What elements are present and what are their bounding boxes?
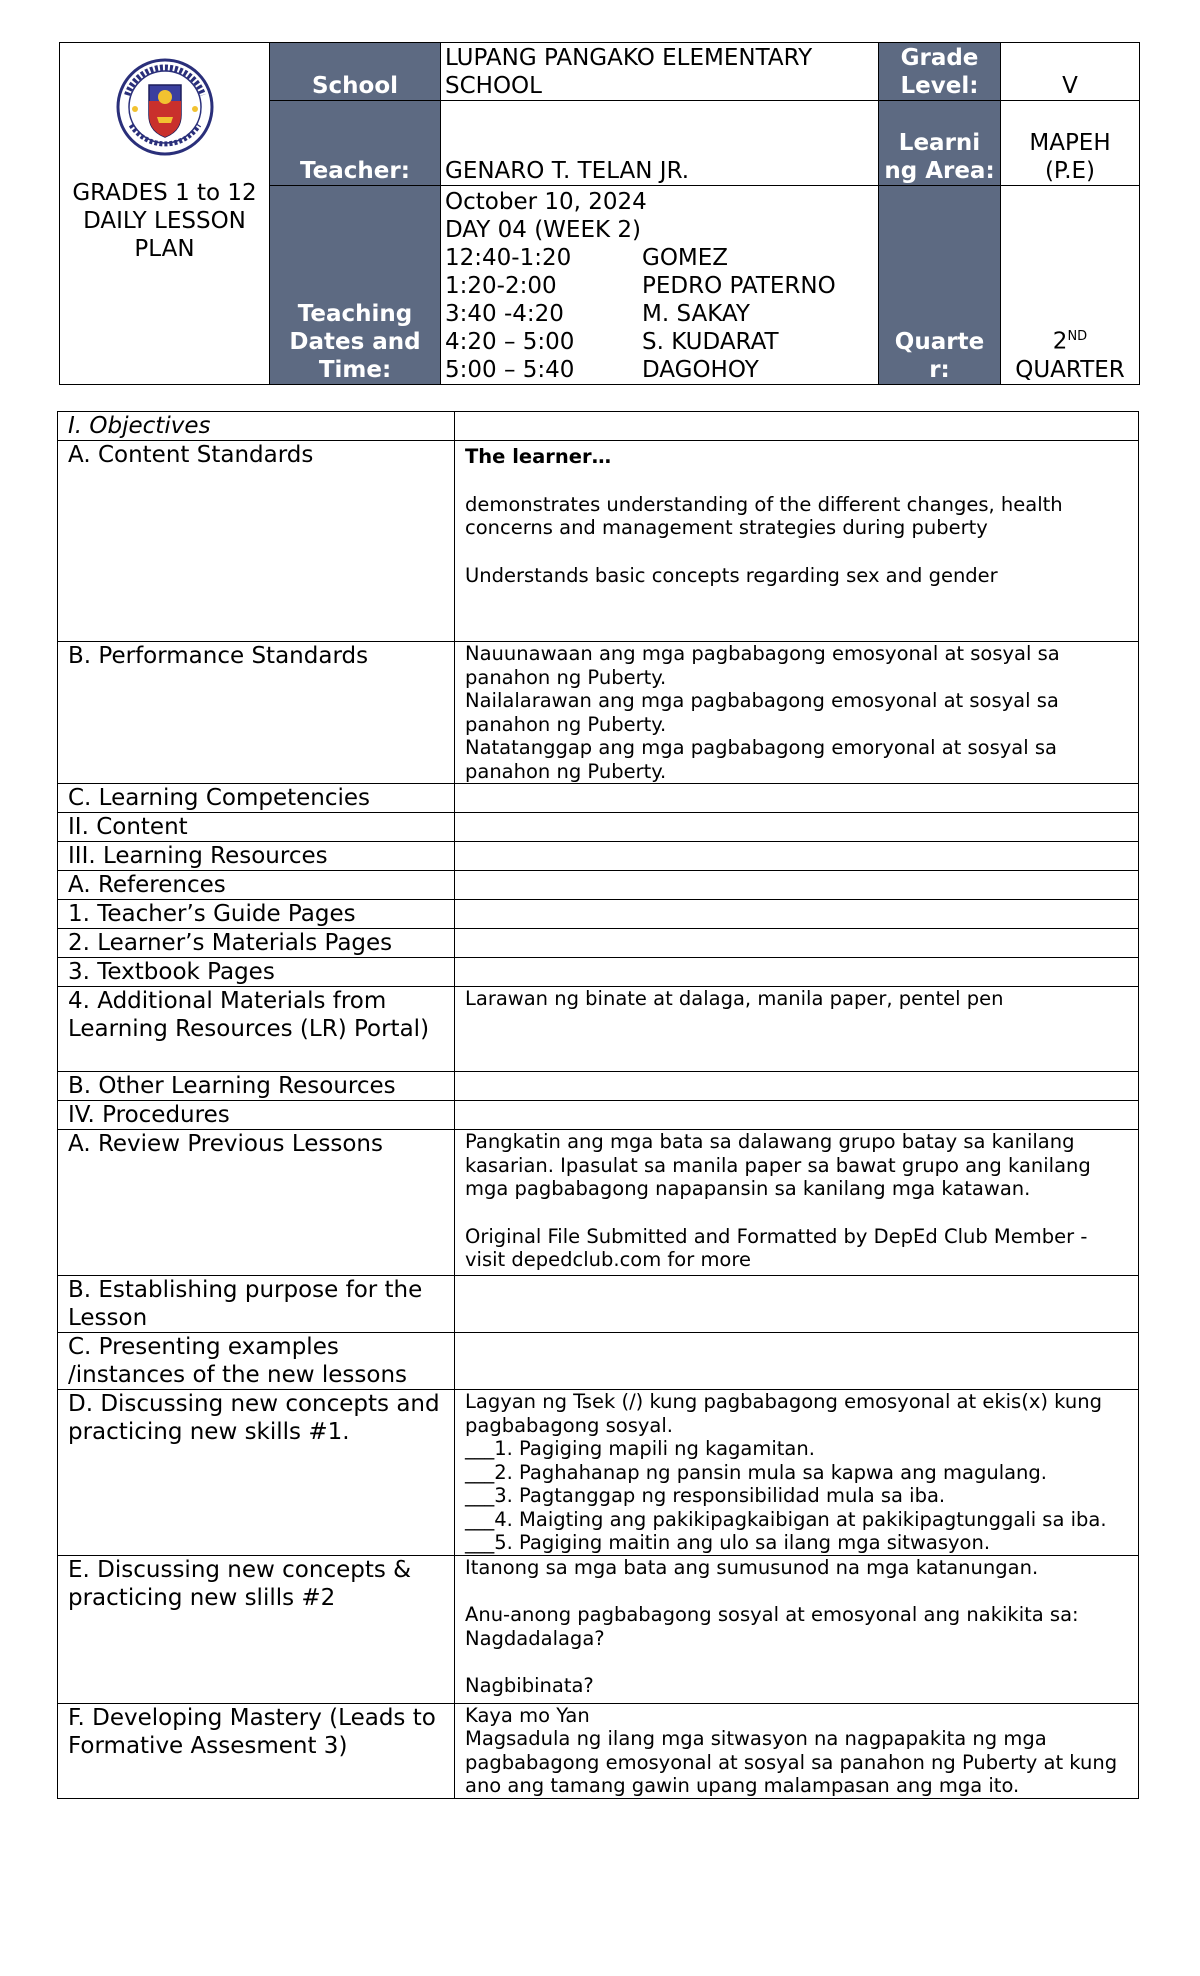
row-label: B. Other Learning Resources xyxy=(58,1072,455,1101)
row-content xyxy=(455,784,1139,813)
table-row xyxy=(58,929,1139,958)
teacher-label: Teacher: xyxy=(270,101,441,186)
content-paragraph: Original File Submitted and Formatted by DepEd Club Member - visit depedclub.com for more xyxy=(465,1224,1088,1271)
content-paragraph: Pangkatin ang mga bata sa dalawang grupo batay sa kanilang kasarian. Ipasulat sa manila paper sa bawat grupo ang kanilang mga pagbabagong napapansin sa kanilang mga katawan. xyxy=(465,1130,1091,1200)
grade-level-value: V xyxy=(1001,43,1140,101)
row-content xyxy=(455,642,1139,784)
table-row xyxy=(58,441,1139,642)
schedule-entry xyxy=(445,356,874,384)
row-content xyxy=(455,929,1139,958)
content-paragraph: The learner… xyxy=(465,445,612,468)
row-content xyxy=(455,842,1139,871)
quarter-number: 2 xyxy=(1052,329,1068,355)
schedule-time: 3:40 -4:20 xyxy=(445,301,564,327)
schedule-section: GOMEZ xyxy=(642,245,729,271)
row-label: IV. Procedures xyxy=(58,1101,455,1130)
table-row xyxy=(58,1390,1139,1556)
table-row xyxy=(58,1072,1139,1101)
schedule-entry xyxy=(445,328,874,356)
row-content xyxy=(455,900,1139,929)
teaching-dates-label: Teaching Dates and Time: xyxy=(270,186,441,385)
learning-area-value: MAPEH (P.E) xyxy=(1001,101,1140,186)
row-label: B. Establishing purpose for the Lesson xyxy=(58,1276,455,1333)
row-content xyxy=(455,987,1139,1072)
row-label: B. Performance Standards xyxy=(58,642,455,784)
row-content xyxy=(455,1101,1139,1130)
schedule-entry xyxy=(445,300,874,328)
table-row xyxy=(58,1101,1139,1130)
row-label: 2. Learner’s Materials Pages xyxy=(58,929,455,958)
row-label: I. Objectives xyxy=(58,412,455,441)
header-table xyxy=(59,42,1140,385)
grade-level-label: Grade Level: xyxy=(879,43,1001,101)
content-paragraph: Nauunawaan ang mga pagbabagong emosyonal at sosyal sa panahon ng Puberty. Nailalarawan ang mga pagbabagong emosyonal at sosyal sa panahon ng Puberty. Natatanggap ang mga pagbabagong emoryonal at sosyal sa panahon ng Puberty. xyxy=(465,642,1060,783)
row-content xyxy=(455,412,1139,441)
row-label: A. Review Previous Lessons xyxy=(58,1130,455,1276)
row-label: C. Presenting examples /instances of the new lessons xyxy=(58,1333,455,1390)
table-row xyxy=(58,1703,1139,1798)
table-row xyxy=(58,958,1139,987)
dlp-title: GRADES 1 to 12 DAILY LESSON PLAN xyxy=(72,180,257,262)
table-row xyxy=(58,1130,1139,1276)
table-row xyxy=(58,987,1139,1072)
table-row xyxy=(58,871,1139,900)
deped-seal-logo xyxy=(115,57,215,157)
schedule-time: 4:20 – 5:00 xyxy=(445,329,575,355)
content-paragraph: demonstrates understanding of the different changes, health concerns and management strategies during puberty xyxy=(465,492,1063,539)
table-row xyxy=(58,842,1139,871)
lesson-plan-table xyxy=(57,411,1139,1799)
quarter-value xyxy=(1001,186,1140,385)
row-label: D. Discussing new concepts and practicing new skills #1. xyxy=(58,1390,455,1556)
school-value: LUPANG PANGAKO ELEMENTARY SCHOOL xyxy=(441,43,879,101)
row-content xyxy=(455,1703,1139,1798)
schedule-section: M. SAKAY xyxy=(642,301,750,327)
table-row xyxy=(58,1276,1139,1333)
schedule-time: 1:20-2:00 xyxy=(445,273,557,299)
row-label: A. Content Standards xyxy=(58,441,455,642)
row-content xyxy=(455,1276,1139,1333)
row-content xyxy=(455,441,1139,642)
row-label: E. Discussing new concepts & practicing new slills #2 xyxy=(58,1555,455,1703)
schedule-section: S. KUDARAT xyxy=(642,329,779,355)
row-label: 3. Textbook Pages xyxy=(58,958,455,987)
row-content xyxy=(455,871,1139,900)
schedule-section: PEDRO PATERNO xyxy=(642,273,836,299)
school-label: School xyxy=(270,43,441,101)
quarter-ordinal: ND xyxy=(1067,329,1088,345)
row-content xyxy=(455,1072,1139,1101)
table-row xyxy=(58,412,1139,441)
row-label: II. Content xyxy=(58,813,455,842)
schedule-list xyxy=(445,244,874,384)
learning-area-label: Learni ng Area: xyxy=(879,101,1001,186)
table-row xyxy=(58,1555,1139,1703)
row-content xyxy=(455,1555,1139,1703)
row-content xyxy=(455,813,1139,842)
teacher-value: GENARO T. TELAN JR. xyxy=(441,101,879,186)
row-label: C. Learning Competencies xyxy=(58,784,455,813)
row-label: 1. Teacher’s Guide Pages xyxy=(58,900,455,929)
title-cell xyxy=(60,43,270,385)
content-paragraph: Nagbibinata? xyxy=(465,1674,594,1697)
teaching-dates-value xyxy=(441,186,879,385)
row-content xyxy=(455,1333,1139,1390)
schedule-entry xyxy=(445,272,874,300)
row-content xyxy=(455,958,1139,987)
row-label: III. Learning Resources xyxy=(58,842,455,871)
table-row xyxy=(58,813,1139,842)
table-row xyxy=(58,784,1139,813)
content-paragraph: Understands basic concepts regarding sex and gender xyxy=(465,563,998,587)
schedule-time: 5:00 – 5:40 xyxy=(445,357,575,383)
row-content xyxy=(455,1390,1139,1556)
row-label: F. Developing Mastery (Leads to Formative Assesment 3) xyxy=(58,1703,455,1798)
row-label: A. References xyxy=(58,871,455,900)
table-row xyxy=(58,642,1139,784)
teaching-day: DAY 04 (WEEK 2) xyxy=(445,217,641,243)
content-paragraph: Anu-anong pagbabagong sosyal at emosyonal ang nakikita sa: Nagdadalaga? xyxy=(465,1603,1079,1650)
quarter-word: QUARTER xyxy=(1015,357,1125,383)
schedule-entry xyxy=(445,244,874,272)
table-row xyxy=(58,1333,1139,1390)
content-paragraph: Lagyan ng Tsek (/) kung pagbabagong emosyonal at ekis(x) kung pagbabagong sosyal. ___1. Pagiging mapili ng kagamitan. ___2. Paghahanap ng pansin mula sa kapwa ang magulang. ___3. Pagtanggap ng responsibilidad mula sa iba. ___4. Maigting ang pakikipagkaibigan at pakikipagtunggali sa iba. ___5. Pagiging maitin ang ulo sa ilang mga sitwasyon. xyxy=(465,1390,1107,1554)
teaching-date: October 10, 2024 xyxy=(445,189,647,215)
schedule-time: 12:40-1:20 xyxy=(445,245,572,271)
row-label: 4. Additional Materials from Learning Resources (LR) Portal) xyxy=(58,987,455,1072)
quarter-label: Quarte r: xyxy=(879,186,1001,385)
table-row xyxy=(58,900,1139,929)
row-content xyxy=(455,1130,1139,1276)
content-paragraph: Kaya mo Yan Magsadula ng ilang mga sitwasyon na nagpapakita ng mga pagbabagong emosyonal at sosyal sa panahon ng Puberty at kung ano ang tamang gawin upang malampasan ang mga ito. xyxy=(465,1703,1118,1797)
content-paragraph: Itanong sa mga bata ang sumusunod na mga katanungan. xyxy=(465,1555,1039,1579)
schedule-section: DAGOHOY xyxy=(642,357,759,383)
content-paragraph: Larawan ng binate at dalaga, manila paper, pentel pen xyxy=(465,987,1004,1010)
